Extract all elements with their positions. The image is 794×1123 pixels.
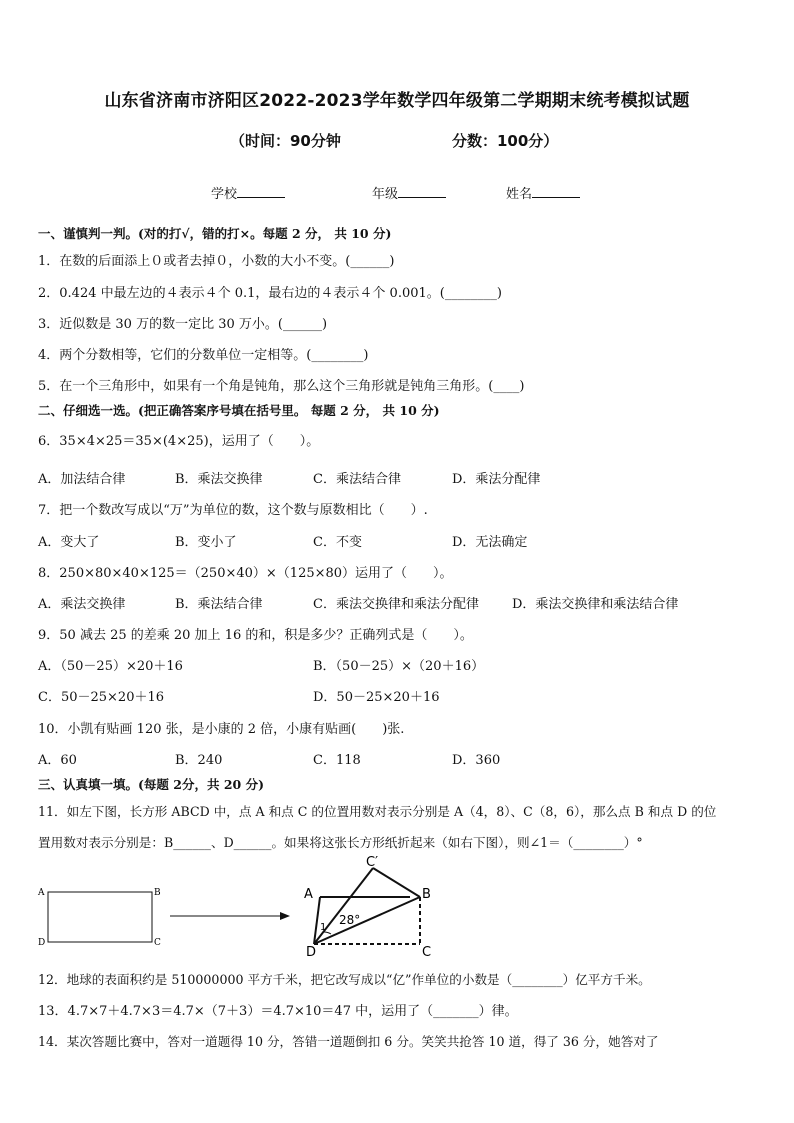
grade-blank xyxy=(398,185,446,198)
question-10: 10．小凯有贴画 120 张，是小康的 2 倍，小康有贴画( )张. xyxy=(38,722,405,737)
q10-option-c: C．118 xyxy=(313,753,361,768)
question-6: 6．35×4×25＝35×(4×25)，运用了（ ）。 xyxy=(38,434,320,449)
question-2: 2．0.424 中最左边的４表示４个 0.1，最右边的４表示４个 0.001。(________) xyxy=(38,286,502,301)
name-blank xyxy=(532,185,580,198)
question-9: 9．50 减去 25 的差乘 20 加上 16 的和，积是多少？正确列式是（ ）。 xyxy=(38,628,473,643)
fold-line-db xyxy=(314,897,420,944)
q8-option-c: C．乘法交换律和乘法分配律 xyxy=(313,597,479,612)
q10-option-b: B．240 xyxy=(175,753,223,768)
q8-option-b: B．乘法结合律 xyxy=(175,597,263,612)
school-blank xyxy=(237,185,285,198)
q7-option-b: B．变小了 xyxy=(175,535,237,550)
arrow-head-icon xyxy=(280,912,290,920)
q9-option-c: C．50－25×20＋16 xyxy=(38,690,165,705)
exam-time: （时间：90分钟 xyxy=(230,132,341,150)
rectangle-fold-diagram xyxy=(36,852,436,964)
q9-option-a: A．（50－25）×20＋16 xyxy=(38,659,183,674)
grade-label: 年级 xyxy=(372,187,399,202)
section-3-heading: 三、认真填一填。(每题 2分，共 20 分) xyxy=(38,777,264,792)
edge-c-prime-b xyxy=(373,868,420,897)
question-7: 7．把一个数改写成以“万”为单位的数，这个数与原数相比（ ）. xyxy=(38,503,428,518)
q6-option-c: C．乘法结合律 xyxy=(313,472,401,487)
right-label-d: D xyxy=(306,945,317,960)
question-5: 5．在一个三角形中，如果有一个角是钝角，那么这个三角形就是钝角三角形。(____) xyxy=(38,379,525,394)
page-title: 山东省济南市济阳区2022-2023学年数学四年级第二学期期末统考模拟试题 xyxy=(104,91,690,111)
q8-option-d: D．乘法交换律和乘法结合律 xyxy=(512,597,679,612)
q9-option-b: B．（50－25）×（20＋16） xyxy=(313,659,485,674)
question-3: 3．近似数是 30 万的数一定比 30 万小。(______) xyxy=(38,317,328,332)
q6-option-a: A．加法结合律 xyxy=(38,472,126,487)
name-field xyxy=(506,183,580,202)
q7-option-c: C．不变 xyxy=(313,535,362,550)
name-label: 姓名 xyxy=(506,187,533,202)
question-12: 12．地球的表面积约是 510000000 平方千米，把它改写成以“亿”作单位的小数是（________）亿平方千米。 xyxy=(38,972,651,987)
right-label-c-prime: C′ xyxy=(366,855,379,870)
left-label-d: D xyxy=(38,938,46,948)
rectangle-abcd xyxy=(48,892,152,942)
question-11-line-1: 11．如左下图，长方形 ABCD 中，点 A 和点 C 的位置用数对表示分别是 A（4，8）、C（8，6），那么点 B 和点 D 的位 xyxy=(38,804,717,819)
right-label-a: A xyxy=(304,887,313,902)
school-field xyxy=(211,183,285,202)
q6-option-d: D．乘法分配律 xyxy=(452,472,541,487)
grade-field xyxy=(372,183,446,202)
question-4: 4．两个分数相等，它们的分数单位一定相等。(________) xyxy=(38,348,369,363)
q8-option-a: A．乘法交换律 xyxy=(38,597,126,612)
left-label-a: A xyxy=(38,888,45,898)
q10-option-a: A．60 xyxy=(38,753,77,768)
section-1-heading: 一、谨慎判一判。(对的打√，错的打×。每题 2 分， 共 10 分) xyxy=(38,226,392,241)
question-8: 8．250×80×40×125＝（250×40）×（125×80）运用了（ ）。 xyxy=(38,566,453,581)
question-14: 14．某次答题比赛中，答对一道题得 10 分，答错一道题倒扣 6 分。笑笑共抢答 10 道，得了 36 分，她答对了 xyxy=(38,1034,659,1049)
school-label: 学校 xyxy=(211,187,238,202)
q7-option-d: D．无法确定 xyxy=(452,535,528,550)
question-13: 13．4.7×7＋4.7×3＝4.7×（7＋3）＝4.7×10＝47 中，运用了（_______）律。 xyxy=(38,1004,518,1019)
q9-option-d: D．50－25×20＋16 xyxy=(313,690,440,705)
exam-score: 分数：100分） xyxy=(452,132,559,150)
q6-option-b: B．乘法交换律 xyxy=(175,472,263,487)
angle-1-label: 1 xyxy=(320,922,327,933)
right-label-c: C xyxy=(422,945,432,960)
left-label-b: B xyxy=(154,888,161,898)
left-label-c: C xyxy=(154,938,161,948)
angle-28-label: 28° xyxy=(339,913,361,927)
section-2-heading: 二、仔细选一选。(把正确答案序号填在括号里。 每题 2 分， 共 10 分) xyxy=(38,403,440,418)
q10-option-d: D．360 xyxy=(452,753,501,768)
q7-option-a: A．变大了 xyxy=(38,535,100,550)
question-1: 1．在数的后面添上０或者去掉０，小数的大小不变。(______) xyxy=(38,254,395,269)
right-label-b: B xyxy=(422,887,431,902)
question-11-line-2: 置用数对表示分别是：B______、D______。如果将这张长方形纸折起来（如右下图），则∠1＝（________）° xyxy=(38,835,643,850)
